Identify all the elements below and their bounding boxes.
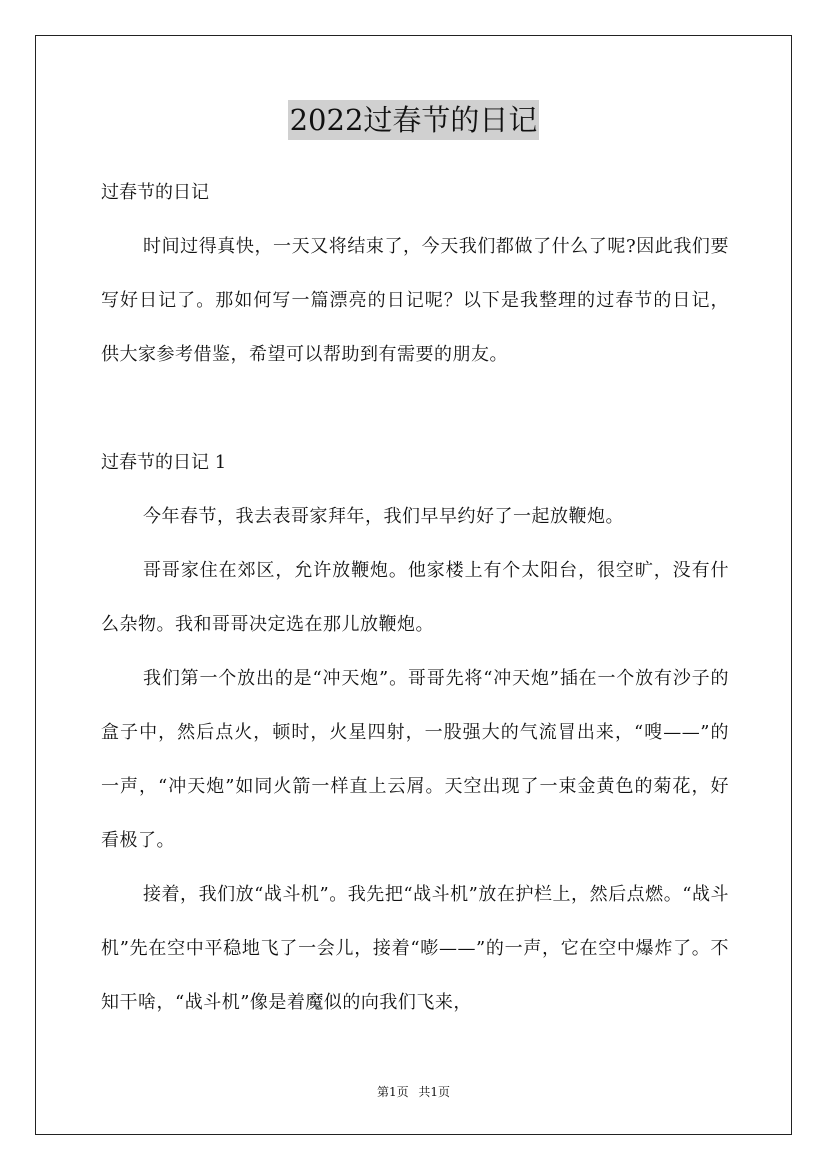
document-body: [101, 166, 729, 1030]
document-title: 2022过春节的日记: [288, 100, 540, 140]
body-paragraph-3: 我们第一个放出的是“冲天炮”。哥哥先将“冲天炮”插在一个放有沙子的盒子中，然后点火，顿时，火星四射，一股强大的气流冒出来，“嗖——”的一声，“冲天炮”如同火箭一样直上云屑。天空出现了一束金黄色的菊花，好看极了。: [101, 668, 729, 851]
intro-paragraph: 时间过得真快，一天又将结束了，今天我们都做了什么了呢?因此我们要写好日记了。那如何写一篇漂亮的日记呢？以下是我整理的过春节的日记，供大家参考借鉴，希望可以帮助到有需要的朋友。: [101, 236, 729, 365]
blank-line: [101, 382, 729, 436]
page-number: 第1页: [376, 1085, 409, 1099]
page-footer: [0, 1083, 827, 1101]
page-total: 共1页: [418, 1085, 451, 1099]
subheading: 过春节的日记: [101, 182, 209, 203]
section-heading: 过春节的日记 1: [101, 452, 227, 473]
title-container: [0, 100, 827, 140]
body-paragraph-2: 哥哥家住在郊区，允许放鞭炮。他家楼上有个太阳台，很空旷，没有什么杂物。我和哥哥决定选在那儿放鞭炮。: [101, 560, 729, 635]
body-paragraph-4: 接着，我们放“战斗机”。我先把“战斗机”放在护栏上，然后点燃。“战斗机”先在空中平稳地飞了一会儿，接着“嘭——”的一声，它在空中爆炸了。不知干啥，“战斗机”像是着魔似的向我们飞来，: [101, 884, 729, 1013]
body-paragraph-1: 今年春节，我去表哥家拜年，我们早早约好了一起放鞭炮。: [143, 506, 624, 527]
